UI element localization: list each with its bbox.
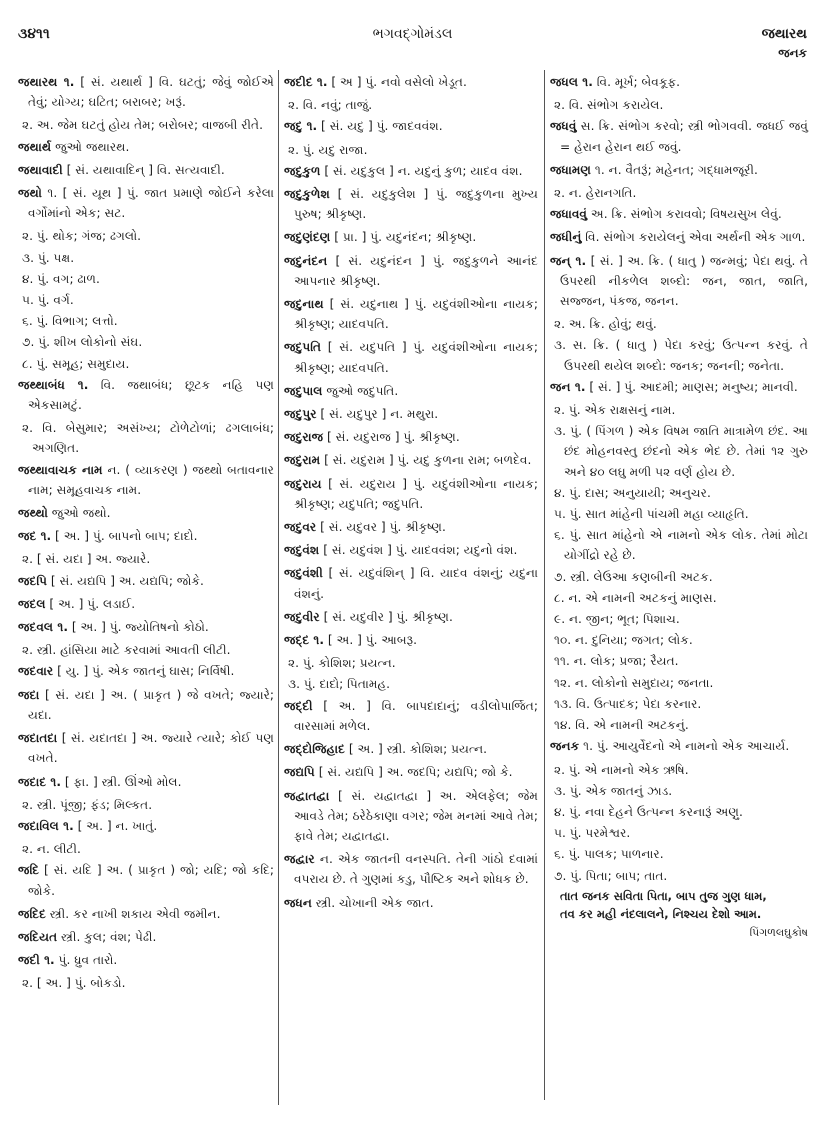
dictionary-entry — [284, 381, 538, 401]
definition: [ અ. ] પું. બાપનો બાપ; દાદો. — [51, 529, 198, 544]
sense-text: ૩. પું. દાદો; પિતામહ. — [288, 677, 391, 692]
sense-text: ૨. સ્ત્રી. હાંસિયા માટે કરવામાં આવતી લીટી. — [22, 643, 231, 658]
dictionary-entry — [284, 893, 538, 913]
headword: જદુકુળેશ — [284, 187, 330, 202]
entry-sense — [550, 588, 808, 608]
sense-text: ૨. પું. એક રાક્ષસનું નામ. — [554, 403, 676, 418]
quotation-source — [550, 923, 808, 943]
headword: જથ્થો — [18, 506, 48, 521]
dictionary-entry — [284, 116, 538, 136]
dictionary-entry — [550, 251, 808, 312]
entry-sense — [18, 839, 274, 859]
definition: [ અ. ] વિ. બાપદાદાનું; વડીલોપાર્જિત; વારસામાં મળેલ. — [294, 698, 538, 733]
sense-text: ૨. [ અ. ] પું. બોકડો. — [22, 976, 126, 991]
book-title: ભગવદ્ગોમંડલ — [372, 26, 453, 42]
headword: જદવાર — [18, 664, 54, 679]
entry-sense — [550, 781, 808, 801]
headword: જદુનંદન — [284, 253, 328, 268]
headword: જધલ ૧. — [550, 75, 593, 89]
headword: જદુવંશી — [284, 566, 323, 581]
definition: [ પ્રા. ] પું. યદુનંદન; શ્રીકૃષ્ણ. — [330, 230, 477, 245]
headword: જથારથ ૧. — [18, 75, 75, 89]
dictionary-entry — [18, 661, 274, 681]
definition: [ સં. યદાતદા ] અ. જ્યારે ત્યારે; કોઈ પણ વખતે. — [28, 731, 274, 766]
sense-text: ૨. વિ. નવું; તાજું. — [288, 98, 373, 113]
sense-text: ૪. પું. નવા દેહને ઉત્પન્ન કરનારૂં અણુ. — [554, 804, 743, 819]
sense-text: ૩. સ. ક્રિ. ( ધાતુ ) પેદા કરવું; ઉત્પન્ન કરવું. તે ઉપરથી થયેલ શબ્દો: જનક; જનની; જનેતા. — [554, 338, 808, 373]
dictionary-entry — [550, 116, 808, 156]
dictionary-entry — [284, 630, 538, 650]
definition: ૧. [ સં. યૂથ ] પું. જાત પ્રમાણે જોઈને કરેલા વર્ગોમાંનો એક; સટ. — [28, 186, 274, 221]
headword: જદપિ — [18, 573, 48, 588]
sense-text: ૫. પું. સાત માંહેની પાંચમી મહા વ્યાહૃતિ. — [554, 507, 749, 522]
headword: જધવું — [550, 119, 577, 134]
headword: જથો — [18, 186, 42, 201]
entry-sense — [550, 483, 808, 503]
dictionary-entry — [550, 227, 808, 247]
dictionary-entry — [284, 184, 538, 224]
dictionary-entry — [284, 696, 538, 736]
dictionary-entry — [284, 161, 538, 181]
dictionary-entry — [284, 427, 538, 447]
dictionary-entry — [284, 404, 538, 424]
dictionary-entry — [284, 450, 538, 470]
entry-sense — [550, 609, 808, 629]
definition: [ સં. યદ્યપિ ] અ. યદ્યપિ; જોકે. — [47, 573, 204, 588]
entry-sense — [550, 567, 808, 587]
dictionary-entry — [18, 375, 274, 415]
guide-word-last: જનક — [778, 46, 807, 60]
definition: [ અ. ] પું. લડાઈ. — [45, 596, 136, 611]
definition: [ સં. યદુનાથ ] પું. યદુવંશીઓના નાયક; શ્રીકૃષ્ણ; યાદવપતિ. — [294, 297, 538, 332]
sense-text: ૪. પું. વગ; ઢાળ. — [22, 271, 100, 286]
dictionary-entry — [284, 540, 538, 560]
dictionary-entry — [18, 72, 274, 112]
guide-word-first: જથારથ — [761, 26, 807, 42]
definition: [ અ. ] પું. આબરૂ. — [324, 633, 418, 648]
entry-sense — [550, 95, 808, 115]
definition: જુઓ જથો. — [47, 506, 111, 521]
sense-text: ૪. પું. દાસ; અનુયાયી; અનુચર. — [554, 485, 711, 500]
definition: [ અ. ] પું. જ્યોતિષનો કોઠો. — [68, 620, 209, 635]
definition: ન. ( વ્યાકરણ ) જથ્થો બતાવનાર નામ; સમૂહવાચક નામ. — [28, 462, 274, 497]
dictionary-entry — [284, 786, 538, 847]
definition: [ સં. યદુનંદન ] પું. જદુકુળને આનંદ આપનાર શ્રીકૃષ્ણ. — [294, 253, 538, 288]
headword: જદાદ ૧. — [18, 774, 61, 789]
headword: જથાર્થ — [18, 139, 52, 154]
entry-sense — [18, 973, 274, 993]
definition: [ સં. યદિ ] અ. ( પ્રાકૃત ) જો; યદિ; જો કદિ; જોકે. — [28, 863, 274, 898]
entry-sense — [550, 694, 808, 714]
quotation-text: તવ કર મહી નંદલાલને, નિશ્ચય દેશો આમ. — [560, 906, 762, 921]
entry-sense — [550, 525, 808, 565]
headword: જદ્વાતદ્વા — [284, 788, 330, 803]
sense-text: ૬. પું. સાત માંહેનો એ નામનો એક લોક. તેમાં મોટા યોગીંદ્રો રહે છે. — [554, 528, 808, 563]
entry-sense — [550, 504, 808, 524]
sense-text: ૧૪. વિ. એ નામની અટકનું. — [554, 718, 689, 733]
dictionary-entry — [18, 816, 274, 836]
headword: જદુવર — [284, 520, 317, 535]
dictionary-entry — [284, 762, 538, 782]
headword: જદા — [18, 687, 40, 702]
definition: [ ફા. ] સ્ત્રી. ઊંઓ મોલ. — [61, 774, 182, 789]
definition: વિ. સંભોગ કરાયેલનું એવા અર્થની એક ગાળ. — [581, 230, 806, 245]
entry-sense — [18, 795, 274, 815]
dictionary-entry — [18, 571, 274, 591]
sense-text: ૨. પું. કોશિશ; પ્રયત્ન. — [288, 656, 396, 671]
dictionary-entry — [550, 72, 808, 92]
sense-text: ૨. પું. એ નામનો એક ઋષિ. — [554, 762, 689, 777]
definition: [ સં. યદુવીર ] પું. શ્રીકૃષ્ણ. — [319, 609, 453, 624]
sense-text: ૫. પું. વર્ગ. — [22, 293, 74, 308]
definition: [ અ. ] સ્ત્રી. કોશિશ; પ્રયત્ન. — [344, 742, 488, 757]
definition: જુઓ જથારથ. — [51, 139, 130, 154]
sense-text: ૮. પું. સમૂહ; સમુદાય. — [22, 356, 130, 371]
entry-sense — [550, 314, 808, 334]
definition: [ સં. યદુરામ ] પું. યદુ કુળના રામ; બળદેવ. — [320, 453, 532, 468]
dictionary-entry — [18, 904, 274, 924]
definition: [ સં. યદુરાય ] પું. યદુવંશીઓના નાયક; શ્રીકૃષ્ણ; યદુપતિ; જદુપતિ. — [294, 476, 538, 511]
headword: જદીદ ૧. — [284, 75, 328, 89]
column-1 — [18, 72, 274, 995]
entry-sense — [18, 549, 274, 569]
sense-text: ૧૧. ન. લોક; પ્રજા; રૈયત. — [554, 654, 679, 669]
dictionary-entry — [284, 227, 538, 247]
sense-text: ૨. ન. હેરાનગતિ. — [554, 186, 637, 201]
headword: જદુવીર — [284, 609, 320, 624]
entry-sense — [18, 226, 274, 246]
entry-sense — [18, 248, 274, 268]
sense-text: ૨. અ. જેમ ઘટતું હોય તેમ; બરોબર; વાજબી રીતે. — [22, 118, 263, 133]
headword: જદાવિલ ૧. — [18, 818, 74, 833]
headword: જદુ ૧. — [284, 119, 318, 134]
dictionary-entry — [18, 617, 274, 637]
headword: જદ ૧. — [18, 529, 52, 544]
entry-sense — [18, 311, 274, 331]
definition: [ અ ] પું. નવો વસેલો ખેડૂત. — [327, 75, 467, 89]
entry-sense — [18, 332, 274, 352]
dictionary-entry — [18, 685, 274, 725]
definition: અ. ક્રિ. સંભોગ કરાવવો; વિષયસુખ લેવું. — [587, 207, 782, 222]
quotation-line — [550, 887, 808, 905]
headword: જદુરામ — [284, 453, 321, 468]
headword: જદલ — [18, 596, 46, 611]
entry-sense — [550, 760, 808, 780]
sense-text: ૨. ન. લીટી. — [22, 842, 81, 857]
dictionary-entry — [550, 204, 808, 224]
entry-sense — [18, 354, 274, 374]
headword: જથ્થાબંધ ૧. — [18, 377, 89, 392]
sense-text: ૧૦. ન. દુનિયા; જગત; લોક. — [554, 633, 693, 648]
definition: [ સં. યદુકુલ ] ન. યદુનું કુળ; યાદવ વંશ. — [320, 163, 523, 178]
definition: સ્ત્રી. કર નાખી શકાય એવી જમીન. — [45, 906, 221, 921]
definition: [ સં. યથાવાદિન્ ] વિ. સત્યવાદી. — [62, 162, 225, 177]
headword: જદુણંદણ — [284, 230, 331, 245]
dictionary-entry — [18, 594, 274, 614]
entry-sense — [18, 418, 274, 458]
dictionary-entry — [550, 160, 808, 180]
headword: જદાતદા — [18, 731, 58, 746]
headword: જધન — [284, 895, 312, 910]
sense-text: ૩. પું. એક જાતનું ઝાડ. — [554, 783, 673, 798]
entry-sense — [18, 640, 274, 660]
column-2 — [284, 72, 538, 916]
definition: [ સં. ] અ. ક્રિ. ( ધાતુ ) જન્મવું; પેદા થવું. તે ઉપરથી નીકળેલ શબ્દો: જન, જાત, જાતિ, સજ્જન, પંકજ, જનન. — [560, 253, 808, 309]
definition: [ સં. યદુકુલેશ ] પું. જદુકુળના મુખ્ય પુરુષ; શ્રીકૃષ્ણ. — [294, 187, 538, 222]
definition: ૧. પું. આયુર્વેદનો એ નામનો એક આચાર્ય. — [579, 739, 790, 754]
headword: જન્ ૧. — [550, 253, 587, 268]
definition: વિ. જથાબંધ; છૂટક નહિ પણ એકસામટું. — [28, 377, 274, 413]
headword: જદ્દી — [284, 698, 313, 713]
headword: જદુનાથ — [284, 297, 324, 312]
definition: [ સં. યદુવર ] પું. શ્રીકૃષ્ણ. — [316, 520, 446, 535]
sense-text: ૭. સ્ત્રી. લેઉઆ કણબીની અટક. — [554, 569, 713, 584]
definition: સ્ત્રી. કુલ; વંશ; પેઢી. — [57, 929, 157, 944]
dictionary-entry — [284, 563, 538, 603]
dictionary-entry — [550, 377, 808, 397]
headword: જન ૧. — [550, 379, 586, 394]
definition: [ સં. યદુવંશિન્ ] વિ. યાદવ વંશનું; યદુના વંશનું. — [294, 566, 538, 601]
sense-text: ૩. પું. પક્ષ. — [22, 250, 75, 265]
headword: જદવલ ૧. — [18, 620, 68, 635]
sense-text: ૨. [ સં. યદા ] અ. જ્યારે. — [22, 552, 151, 567]
sense-text: ૧૨. ન. લોકોનો સમુદાય; જનતા. — [554, 675, 714, 690]
dictionary-entry — [18, 950, 274, 970]
dictionary-entry — [284, 849, 538, 889]
dictionary-entry — [284, 517, 538, 537]
dictionary-entry — [284, 251, 538, 291]
sense-text: ૨. અ. ક્રિ. હોવું; થવું. — [554, 317, 657, 332]
entry-sense — [18, 290, 274, 310]
source-text: પિંગળલઘુકોષ — [749, 925, 808, 939]
definition: [ સં. યદ્વાતદ્વા ] અ. એલફેલ; જેમ આવડે તેમ; ઠરેઠેકાણા વગર; જેમ મનમાં આવે તેમ; ફાવે તેમ; યદ્વાતદ્વા. — [294, 788, 538, 843]
entry-sense — [550, 673, 808, 693]
dictionary-entry — [18, 460, 274, 500]
sense-text: ૬. પું. પાલક; પાળનાર. — [554, 847, 664, 862]
dictionary-entry — [18, 526, 274, 546]
quotation-line — [550, 905, 808, 923]
entry-sense — [18, 115, 274, 135]
sense-text: ૮. ન. એ નામની અટકનું માણસ. — [554, 590, 717, 605]
definition: પું. ધ્રુવ તારો. — [54, 953, 118, 968]
entry-sense — [284, 653, 538, 673]
headword: જદ્દોજિહાદ — [284, 742, 345, 757]
entry-sense — [550, 866, 808, 886]
entry-sense — [550, 183, 808, 203]
entry-sense — [284, 674, 538, 694]
definition: ૧. ન. વૈતરૂં; મહેનત; ગદ્ધામજૂરી. — [591, 162, 758, 177]
headword: જદુકુળ — [284, 163, 321, 178]
headword: જદુપુર — [284, 407, 317, 422]
sense-text: ૨. વિ. બેસુમાર; અસંખ્ય; ટોળેટોળાં; ઢગલાબંધ; અગણિત. — [22, 421, 274, 456]
definition: [ સં. યદુવંશ ] પું. યાદવવંશ; યદુનો વંશ. — [319, 543, 518, 558]
dictionary-entry — [18, 160, 274, 180]
headword: જદી ૧. — [18, 953, 55, 968]
headword: જદ્યપિ — [284, 765, 315, 780]
sense-text: ૧૩. વિ. ઉત્પાદક; પેદા કરનાર. — [554, 696, 702, 711]
sense-text: ૫. પું. પરમેશ્વર. — [554, 826, 631, 841]
headword: જદુરાય — [284, 476, 322, 491]
dictionary-entry — [18, 183, 274, 223]
sense-text: ૨. પું. યદુ રાજા. — [288, 142, 368, 157]
sense-text: ૬. પું. વિભાગ; લત્તો. — [22, 314, 118, 329]
definition: સ્ત્રી. ચોખાની એક જાત. — [311, 895, 434, 910]
entry-sense — [18, 269, 274, 289]
definition: [ સં. યદ્યપિ ] અ. જદપિ; યદ્યપિ; જો કે. — [314, 765, 513, 780]
dictionary-entry — [284, 739, 538, 759]
headword: જદિયત — [18, 929, 58, 944]
dictionary-entry — [284, 72, 538, 92]
headword: જદિદ — [18, 906, 46, 921]
sense-text: ૨. સ્ત્રી. પૂંજી; ફંડ; મિલ્કત. — [22, 797, 153, 812]
headword: જધામણ — [550, 162, 592, 177]
headword: જનક — [550, 739, 580, 754]
column-3 — [550, 72, 808, 943]
entry-sense — [550, 400, 808, 420]
dictionary-entry — [18, 137, 274, 157]
quotation-text: તાત જનક સવિતા પિતા, બાપ તુજ ગુણ ધામ, — [560, 888, 767, 903]
page-number: ૩૪૧૧ — [18, 26, 50, 42]
entry-sense — [550, 715, 808, 735]
headword: જથાવાદી — [18, 162, 63, 177]
definition: [ સં. યદા ] અ. ( પ્રાકૃત ) જે વખતે; જ્યારે; યદા. — [28, 687, 274, 722]
definition: [ સં. યદુપુર ] ન. મથુરા. — [316, 407, 439, 422]
sense-text: ૭. પું. પિતા; બાપ; તાત. — [554, 868, 668, 883]
sense-text: ૨. પું. થોક; ગંજ; ઢગલો. — [22, 229, 142, 244]
sense-text: ૯. ન. જીન; ભૂત; પિશાચ. — [554, 612, 680, 627]
definition: [ અ. ] ન. ખાતું. — [73, 818, 158, 833]
dictionary-entry — [284, 607, 538, 627]
dictionary-entry — [18, 503, 274, 523]
definition: ન. એક જાતની વનસ્પતિ. તેની ગાંઠો દવામાં વપરાય છે. તે ગુણમાં કડુ, પૌષ્ટિક અને શોધક છે. — [294, 852, 538, 887]
headword: જથ્થાવાચક નામ — [18, 462, 103, 477]
entry-sense — [550, 630, 808, 650]
definition: જુઓ જદુપતિ. — [322, 383, 399, 398]
dictionary-entry — [284, 337, 538, 377]
column-divider — [278, 70, 279, 1105]
definition: [ સં. યદુરાજ ] પું. શ્રીકૃષ્ણ. — [323, 430, 460, 445]
sense-text: ૩. પું. ( પિંગળ ) એક વિષમ જાતિ માત્રામેળ છંદ. આ છંદ મોહનવસ્તુ છંદનો એક ભેદ છે. તેમાં ૧૨ ગુરુ અને ૪૦ લઘુ મળી ૫૨ વર્ણ હોય છે. — [554, 424, 808, 479]
definition: સ. ક્રિ. સંભોગ કરવો; સ્ત્રી ભોગવવી. જધઈ જવું = હેરાન હેરાન થઈ જવું. — [560, 119, 808, 154]
headword: જદિ — [18, 863, 40, 878]
headword: જદુપતિ — [284, 340, 322, 355]
dictionary-entry — [284, 294, 538, 334]
entry-sense — [284, 140, 538, 160]
headword: જધીનું — [550, 230, 582, 245]
headword: જદુવંશ — [284, 543, 320, 558]
entry-sense — [550, 844, 808, 864]
definition: વિ. મૂર્ખ; બેવકૂફ. — [592, 75, 681, 89]
dictionary-entry — [18, 728, 274, 768]
definition: [ યુ. ] પું. એક જાતનું ઘાસ; નિર્વિષી. — [53, 664, 235, 679]
entry-sense — [550, 421, 808, 482]
headword: જદ્દ ૧. — [284, 633, 324, 648]
definition: [ સં. યદુપતિ ] પું. યદુવંશીઓના નાયક; શ્રીકૃષ્ણ; યાદવપતિ. — [294, 340, 538, 375]
definition: [ સં. ] પું. આદમી; માણસ; મનુષ્ય; માનવી. — [585, 379, 798, 394]
dictionary-entry — [284, 474, 538, 514]
dictionary-entry — [18, 927, 274, 947]
entry-sense — [284, 95, 538, 115]
definition: [ સં. યથાર્થ ] વિ. ઘટતું; જેવું જોઈએ તેવું; યોગ્ય; ઘટિત; બરાબર; ખરૂં. — [28, 75, 274, 110]
headword: જદુપાલ — [284, 383, 323, 398]
definition: [ સં. યદુ ] પું. જાદવવંશ. — [317, 119, 443, 134]
entry-sense — [550, 823, 808, 843]
sense-text: ૭. પું. શીખ લોકોનો સંઘ. — [22, 335, 143, 350]
headword: જધાવવું — [550, 207, 588, 222]
dictionary-entry — [18, 772, 274, 792]
dictionary-entry — [18, 860, 274, 900]
headword: જદુરાજ — [284, 430, 324, 445]
column-divider — [544, 70, 545, 1100]
dictionary-entry — [550, 736, 808, 756]
entry-sense — [550, 651, 808, 671]
sense-text: ૨. વિ. સંભોગ કરાયેલ. — [554, 98, 664, 113]
entry-sense — [550, 802, 808, 822]
headword: જદ્વાર — [284, 852, 315, 867]
entry-sense — [550, 335, 808, 375]
